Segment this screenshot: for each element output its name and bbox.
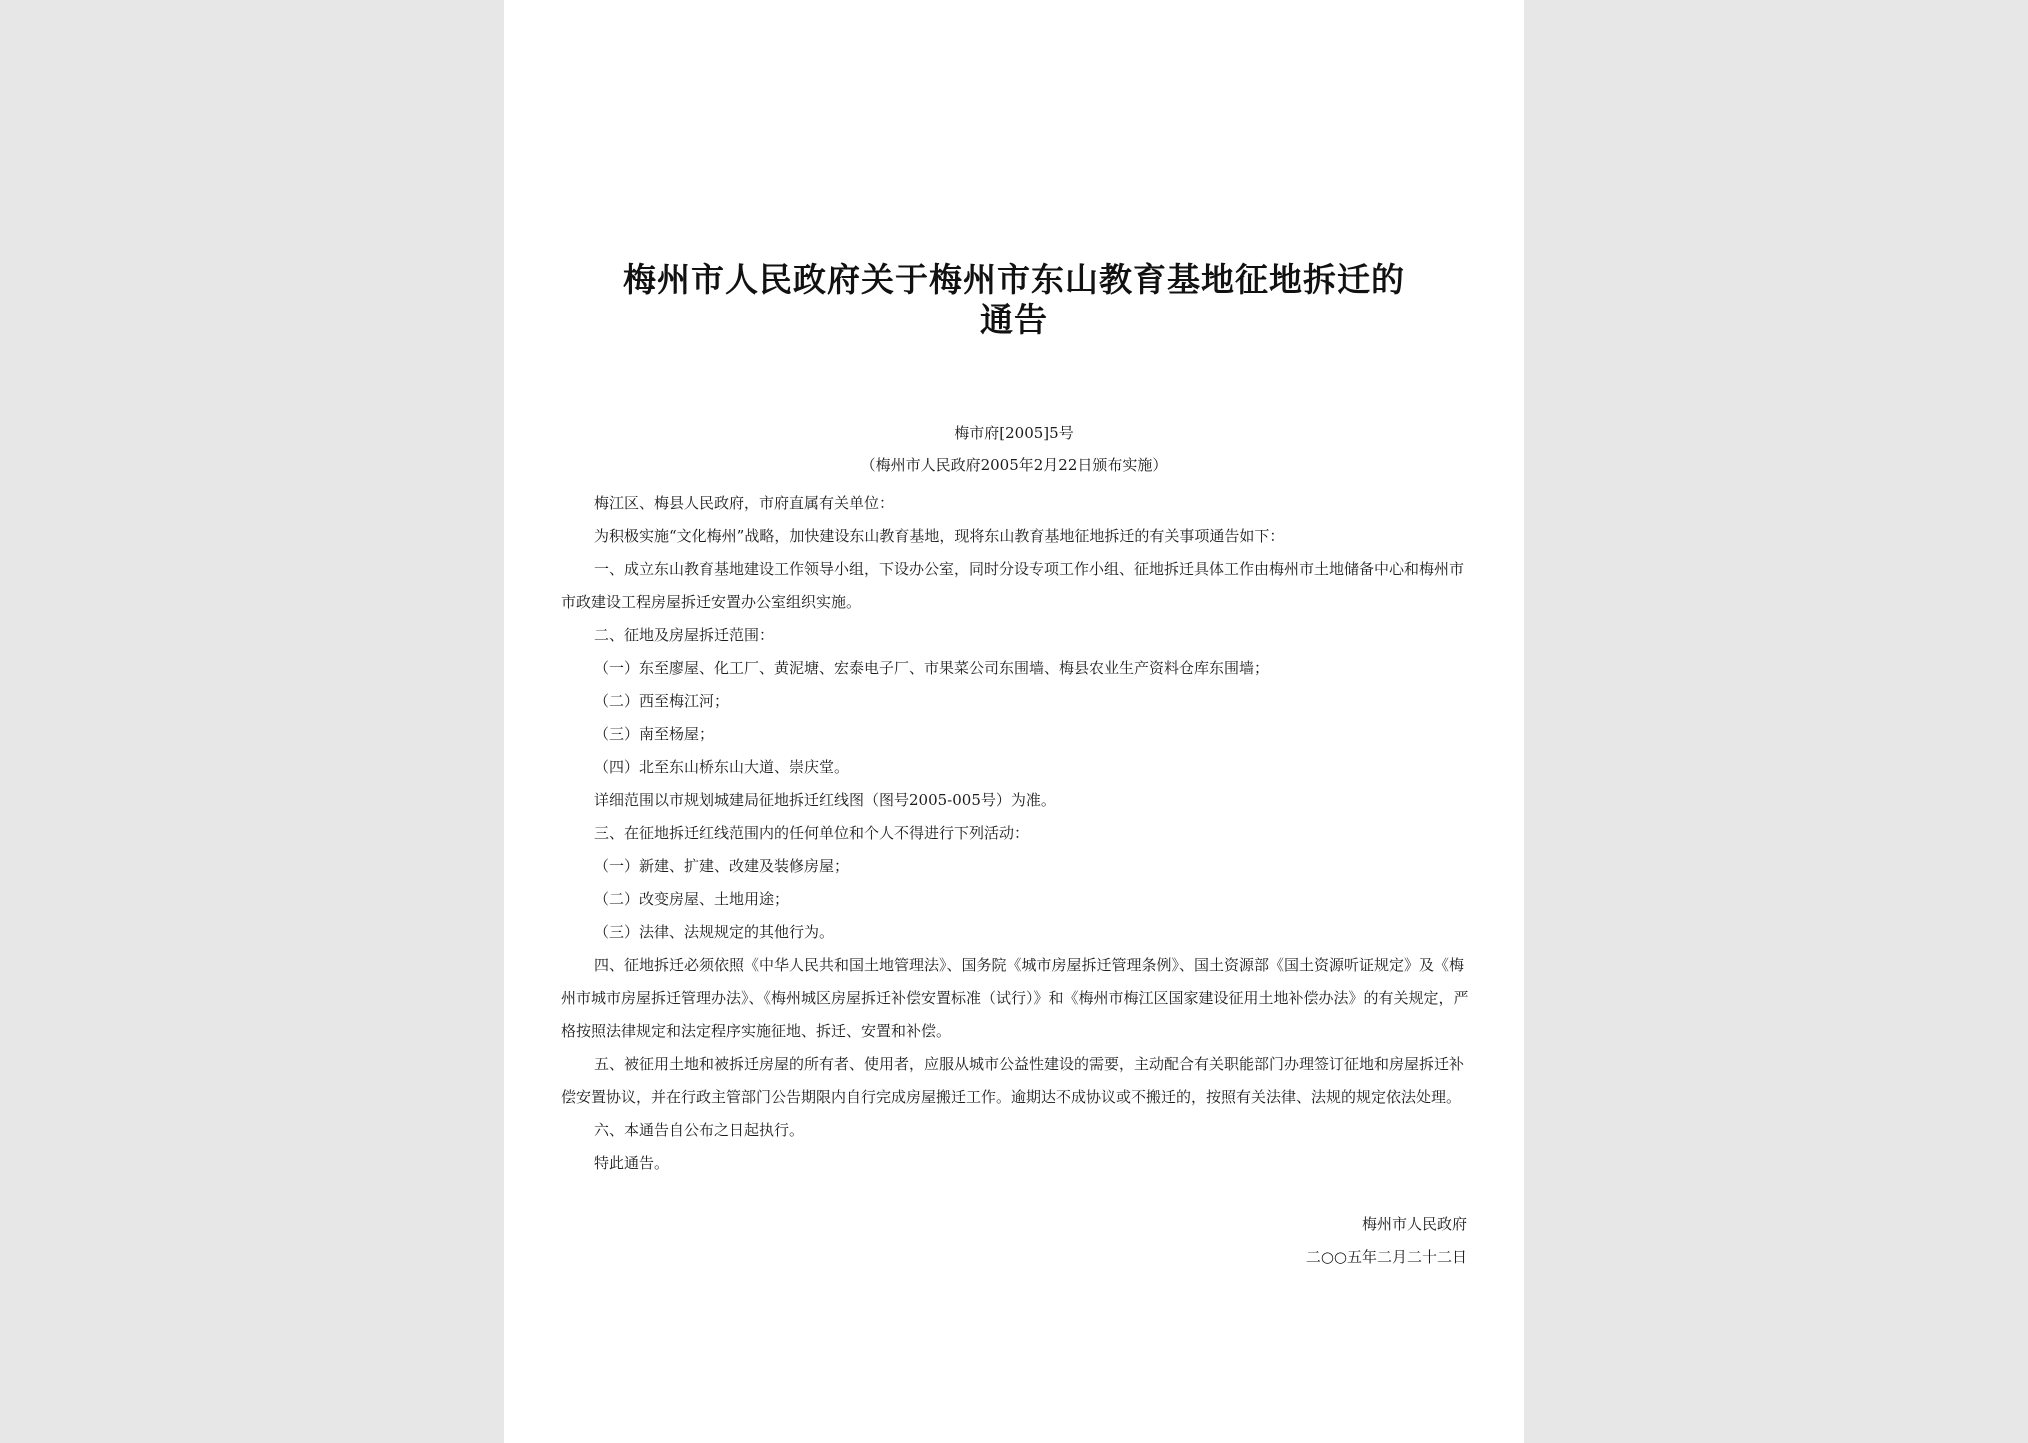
paragraph: 为积极实施“文化梅州”战略，加快建设东山教育基地，现将东山教育基地征地拆迁的有关事项通告如下： [594, 527, 1285, 545]
document-title [544, 260, 1484, 340]
paragraph: （二）西至梅江河； [594, 692, 730, 710]
issued-note: （梅州市人民政府2005年2月22日颁布实施） [860, 456, 1168, 474]
signature-block [1306, 1208, 1467, 1274]
document-number: 梅市府[2005]5号 [954, 424, 1074, 442]
paragraph: （二）改变房屋、土地用途； [594, 890, 790, 908]
paragraph: （三）法律、法规规定的其他行为。 [594, 923, 835, 941]
paragraph: 详细范围以市规划城建局征地拆迁红线图（图号2005-005号）为准。 [594, 791, 1056, 809]
paragraph: 二、征地及房屋拆迁范围： [594, 626, 775, 644]
paragraph: 五、被征用土地和被拆迁房屋的所有者、使用者，应服从城市公益性建设的需要，主动配合有关职能部门办理签订征地和房屋拆迁补偿安置协议，并在行政主管部门公告期限内自行完成房屋搬迁工作。逾期达不成协议或不搬迁的，按照有关法律、法规的规定依法处理。 [561, 1055, 1465, 1106]
paragraph: 三、在征地拆迁红线范围内的任何单位和个人不得进行下列活动： [594, 824, 1030, 842]
signature-date: 二○○五年二月二十二日 [1305, 1248, 1467, 1266]
title-line-2: 通告 [980, 300, 1048, 339]
paragraph: （三）南至杨屋； [594, 725, 715, 743]
document-page [504, 0, 1524, 1443]
paragraph: （一）东至廖屋、化工厂、黄泥塘、宏泰电子厂、市果菜公司东围墙、梅县农业生产资料仓库东围墙； [594, 659, 1270, 677]
title-line-1: 梅州市人民政府关于梅州市东山教育基地征地拆迁的 [623, 260, 1405, 299]
signature-org: 梅州市人民政府 [1361, 1215, 1467, 1233]
paragraph: （一）新建、扩建、改建及装修房屋； [594, 857, 850, 875]
paragraph: 特此通告。 [594, 1154, 670, 1172]
document-body [561, 487, 1471, 1180]
paragraph: （四）北至东山桥东山大道、崇庆堂。 [594, 758, 850, 776]
paragraph: 四、征地拆迁必须依照《中华人民共和国土地管理法》、国务院《城市房屋拆迁管理条例》、国土资源部《国土资源听证规定》及《梅州市城市房屋拆迁管理办法》、《梅州城区房屋拆迁补偿安置标准（试行）》和《梅州市梅江区国家建设征用土地补偿办法》的有关规定，严格按照法律规定和法定程序实施征地、拆迁、安置和补偿。 [561, 956, 1469, 1040]
paragraph: 一、成立东山教育基地建设工作领导小组，下设办公室，同时分设专项工作小组、征地拆迁具体工作由梅州市土地储备中心和梅州市市政建设工程房屋拆迁安置办公室组织实施。 [561, 560, 1465, 611]
paragraph: 六、本通告自公布之日起执行。 [594, 1121, 805, 1139]
paragraph: 梅江区、梅县人民政府，市府直属有关单位： [594, 494, 895, 512]
